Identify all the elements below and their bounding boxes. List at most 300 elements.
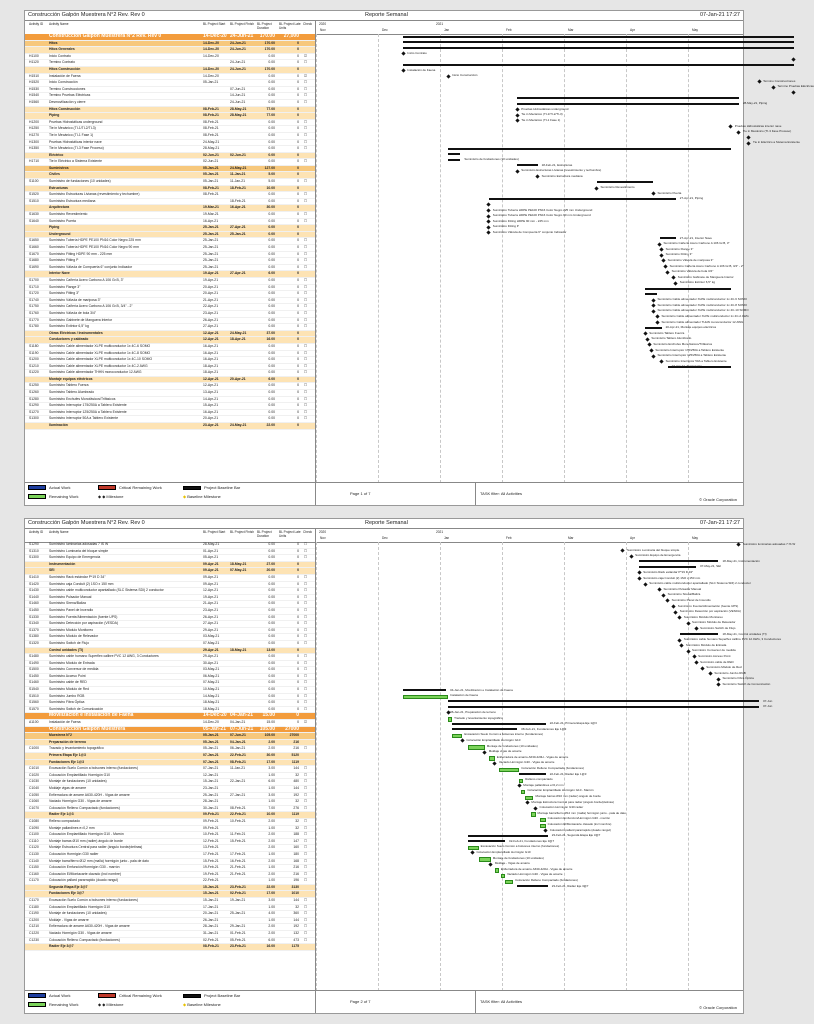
table-row[interactable] — [25, 80, 315, 87]
table-row[interactable] — [25, 397, 315, 404]
gantt-bar[interactable] — [448, 717, 452, 721]
milestone-marker[interactable] — [487, 231, 491, 235]
cell-chk[interactable]: ☐ — [304, 93, 308, 98]
milestone-marker[interactable] — [674, 610, 678, 614]
table-row[interactable] — [25, 87, 315, 94]
gantt-bar[interactable] — [517, 885, 547, 887]
table-row[interactable] — [25, 839, 315, 846]
table-row[interactable] — [25, 667, 315, 674]
wbs-row[interactable] — [25, 34, 315, 41]
milestone-marker[interactable] — [637, 571, 641, 575]
milestone-marker[interactable] — [487, 208, 491, 212]
cell-chk[interactable]: ☐ — [304, 779, 308, 784]
table-row[interactable] — [25, 324, 315, 331]
table-row[interactable] — [25, 680, 315, 687]
wbs-row[interactable] — [25, 225, 315, 232]
milestone-marker[interactable] — [792, 91, 796, 95]
gantt-bar[interactable] — [519, 773, 545, 775]
gantt-bar[interactable] — [639, 560, 718, 562]
wbs-row[interactable] — [25, 107, 315, 114]
cell-chk[interactable]: ☐ — [304, 634, 308, 639]
milestone-marker[interactable] — [659, 253, 663, 257]
milestone-marker[interactable] — [637, 576, 641, 580]
cell-chk[interactable]: ☐ — [304, 343, 308, 348]
wbs-row[interactable] — [25, 337, 315, 344]
wbs-row[interactable] — [25, 186, 315, 193]
wbs-row[interactable] — [25, 331, 315, 338]
table-row[interactable] — [25, 126, 315, 133]
cell-chk[interactable]: ☐ — [304, 198, 308, 203]
gantt-bar[interactable] — [645, 293, 657, 295]
cell-chk[interactable]: ☐ — [304, 126, 308, 131]
wbs-row[interactable] — [25, 172, 315, 179]
milestone-marker[interactable] — [659, 359, 663, 363]
table-row[interactable] — [25, 416, 315, 423]
table-row[interactable] — [25, 924, 315, 931]
gantt-bar[interactable] — [448, 153, 460, 155]
milestone-marker[interactable] — [544, 828, 548, 832]
cell-chk[interactable]: ☐ — [304, 607, 308, 612]
cell-chk[interactable]: ☐ — [304, 119, 308, 124]
col-late[interactable]: BL Project Late Units — [279, 530, 301, 538]
cell-chk[interactable]: ☐ — [304, 667, 308, 672]
col-duration[interactable]: BL Project Duration — [257, 22, 272, 30]
gantt-bar[interactable] — [452, 723, 546, 725]
milestone-marker[interactable] — [678, 615, 682, 619]
gantt-bar[interactable] — [468, 745, 484, 749]
table-row[interactable] — [25, 845, 315, 852]
cell-chk[interactable]: ☐ — [304, 917, 308, 922]
wbs-row[interactable] — [25, 713, 315, 720]
cell-chk[interactable]: ☐ — [304, 931, 308, 936]
milestone-marker[interactable] — [651, 191, 655, 195]
milestone-marker[interactable] — [657, 242, 661, 246]
cell-chk[interactable]: ☐ — [304, 845, 308, 850]
milestone-marker[interactable] — [661, 259, 665, 263]
table-row[interactable] — [25, 140, 315, 147]
gantt-bar[interactable] — [645, 288, 730, 290]
table-row[interactable] — [25, 793, 315, 800]
col-check[interactable]: Check — [303, 22, 313, 26]
cell-chk[interactable]: ☐ — [304, 832, 308, 837]
cell-chk[interactable]: ☐ — [304, 86, 308, 91]
gantt-bar[interactable] — [448, 148, 731, 150]
table-row[interactable] — [25, 806, 315, 813]
table-row[interactable] — [25, 918, 315, 925]
milestone-marker[interactable] — [535, 175, 539, 179]
wbs-row[interactable] — [25, 812, 315, 819]
milestone-marker[interactable] — [629, 554, 633, 558]
gantt-bar[interactable] — [468, 835, 547, 837]
table-row[interactable] — [25, 179, 315, 186]
wbs-row[interactable] — [25, 760, 315, 767]
milestone-marker[interactable] — [757, 79, 761, 83]
col-late[interactable]: BL Project Late Units — [279, 22, 301, 30]
cell-chk[interactable]: ☐ — [304, 139, 308, 144]
gantt-bar[interactable] — [521, 790, 525, 794]
cell-chk[interactable]: ☐ — [304, 403, 308, 408]
cell-chk[interactable]: ☐ — [304, 799, 308, 804]
table-row[interactable] — [25, 826, 315, 833]
cell-chk[interactable]: ☐ — [304, 324, 308, 329]
milestone-marker[interactable] — [694, 627, 698, 631]
table-row[interactable] — [25, 582, 315, 589]
milestone-marker[interactable] — [515, 169, 519, 173]
table-row[interactable] — [25, 93, 315, 100]
table-row[interactable] — [25, 192, 315, 199]
cell-chk[interactable]: ☑ — [304, 73, 308, 78]
cell-chk[interactable]: ☐ — [304, 542, 308, 546]
milestone-marker[interactable] — [446, 74, 450, 78]
milestone-marker[interactable] — [460, 739, 464, 743]
table-row[interactable] — [25, 60, 315, 67]
table-row[interactable] — [25, 278, 315, 285]
gantt-bar[interactable] — [403, 64, 793, 66]
milestone-marker[interactable] — [692, 655, 696, 659]
cell-chk[interactable]: ☐ — [304, 772, 308, 777]
cell-chk[interactable]: ☐ — [304, 805, 308, 810]
cell-chk[interactable]: ☐ — [304, 251, 308, 256]
table-row[interactable] — [25, 687, 315, 694]
cell-chk[interactable]: ☐ — [304, 660, 308, 665]
cell-chk[interactable]: ☐ — [304, 317, 308, 322]
cell-chk[interactable]: ☐ — [304, 898, 308, 903]
cell-chk[interactable]: ☐ — [304, 416, 308, 421]
table-row[interactable] — [25, 219, 315, 226]
table-row[interactable] — [25, 410, 315, 417]
milestone-marker[interactable] — [515, 119, 519, 123]
milestone-marker[interactable] — [678, 638, 682, 642]
milestone-marker[interactable] — [645, 337, 649, 341]
cell-chk[interactable]: ☐ — [304, 924, 308, 929]
table-row[interactable] — [25, 370, 315, 377]
gantt-bar[interactable] — [448, 706, 759, 708]
table-row[interactable] — [25, 265, 315, 272]
milestone-marker[interactable] — [716, 683, 720, 687]
cell-chk[interactable]: ☐ — [304, 264, 308, 269]
wbs-row[interactable] — [25, 41, 315, 48]
cell-chk[interactable]: ☐ — [304, 621, 308, 626]
table-row[interactable] — [25, 674, 315, 681]
table-row[interactable] — [25, 641, 315, 648]
cell-chk[interactable]: ☐ — [304, 680, 308, 685]
table-row[interactable] — [25, 120, 315, 127]
milestone-marker[interactable] — [651, 303, 655, 307]
table-row[interactable] — [25, 832, 315, 839]
gantt-bar[interactable] — [680, 633, 719, 635]
table-row[interactable] — [25, 212, 315, 219]
wbs-row[interactable] — [25, 568, 315, 575]
table-row[interactable] — [25, 786, 315, 793]
cell-chk[interactable]: ☐ — [304, 370, 308, 375]
cell-chk[interactable]: ☐ — [304, 284, 308, 289]
table-row[interactable] — [25, 779, 315, 786]
cell-chk[interactable]: ☐ — [304, 838, 308, 843]
wbs-row[interactable] — [25, 891, 315, 898]
table-row[interactable] — [25, 865, 315, 872]
cell-chk[interactable]: ☐ — [304, 212, 308, 217]
cell-chk[interactable]: ☐ — [304, 911, 308, 916]
gantt-bar[interactable] — [489, 198, 676, 200]
milestone-marker[interactable] — [661, 593, 665, 597]
gantt-bar[interactable] — [597, 181, 654, 183]
cell-chk[interactable]: ☐ — [304, 865, 308, 870]
cell-chk[interactable]: ☐ — [304, 687, 308, 692]
gantt-bar[interactable] — [403, 36, 793, 38]
table-row[interactable] — [25, 588, 315, 595]
wbs-row[interactable] — [25, 885, 315, 892]
table-row[interactable] — [25, 852, 315, 859]
milestone-marker[interactable] — [594, 186, 598, 190]
milestone-marker[interactable] — [487, 219, 491, 223]
table-row[interactable] — [25, 595, 315, 602]
cell-chk[interactable]: ☐ — [304, 80, 308, 85]
cell-chk[interactable]: ☐ — [304, 291, 308, 296]
milestone-marker[interactable] — [666, 270, 670, 274]
wbs-row[interactable] — [25, 47, 315, 54]
table-row[interactable] — [25, 344, 315, 351]
cell-chk[interactable]: ☐ — [304, 746, 308, 751]
cell-chk[interactable]: ☐ — [304, 825, 308, 830]
table-row[interactable] — [25, 357, 315, 364]
table-row[interactable] — [25, 878, 315, 885]
table-row[interactable] — [25, 100, 315, 107]
milestone-marker[interactable] — [672, 275, 676, 279]
gantt-bar[interactable] — [403, 41, 793, 43]
cell-chk[interactable]: ☐ — [304, 614, 308, 619]
cell-chk[interactable]: ☐ — [304, 310, 308, 315]
wbs-row[interactable] — [25, 377, 315, 384]
cell-chk[interactable]: ☐ — [304, 258, 308, 263]
cell-chk[interactable]: ☐ — [304, 192, 308, 197]
gantt-bar[interactable] — [645, 327, 661, 329]
milestone-marker[interactable] — [649, 348, 653, 352]
table-row[interactable] — [25, 159, 315, 166]
cell-chk[interactable]: ☐ — [304, 383, 308, 388]
wbs-row[interactable] — [25, 232, 315, 239]
table-row[interactable] — [25, 383, 315, 390]
milestone-marker[interactable] — [647, 343, 651, 347]
wbs-row[interactable] — [25, 727, 315, 734]
table-row[interactable] — [25, 931, 315, 938]
gantt-bar[interactable] — [540, 818, 546, 822]
col-finish[interactable]: BL Project Finish — [230, 22, 254, 26]
table-row[interactable] — [25, 628, 315, 635]
col-duration[interactable]: BL Project Duration — [257, 530, 272, 538]
cell-chk[interactable]: ☑ — [304, 53, 308, 58]
table-row[interactable] — [25, 938, 315, 945]
cell-chk[interactable]: ☐ — [304, 851, 308, 856]
cell-chk[interactable]: ☐ — [304, 858, 308, 863]
col-name[interactable]: Activity Name — [49, 530, 69, 534]
milestone-marker[interactable] — [483, 750, 487, 754]
milestone-marker[interactable] — [664, 264, 668, 268]
cell-chk[interactable]: ☐ — [304, 878, 308, 883]
table-row[interactable] — [25, 654, 315, 661]
cell-chk[interactable]: ☐ — [304, 654, 308, 659]
table-row[interactable] — [25, 766, 315, 773]
wbs-row[interactable] — [25, 271, 315, 278]
cell-chk[interactable]: ☐ — [304, 390, 308, 395]
cell-chk[interactable]: ☐ — [304, 904, 308, 909]
cell-chk[interactable]: ☐ — [304, 357, 308, 362]
col-start[interactable]: BL Project Start — [203, 22, 226, 26]
table-row[interactable] — [25, 661, 315, 668]
table-row[interactable] — [25, 74, 315, 81]
cell-chk[interactable]: ☐ — [304, 785, 308, 790]
table-row[interactable] — [25, 351, 315, 358]
table-row[interactable] — [25, 199, 315, 206]
gantt-bar[interactable] — [448, 159, 460, 161]
table-row[interactable] — [25, 252, 315, 259]
gantt-bar[interactable] — [517, 103, 739, 105]
table-row[interactable] — [25, 245, 315, 252]
table-row[interactable] — [25, 318, 315, 325]
col-id[interactable]: Activity ID — [29, 530, 44, 534]
milestone-marker[interactable] — [674, 281, 678, 285]
table-row[interactable] — [25, 291, 315, 298]
cell-chk[interactable]: ☐ — [304, 937, 308, 942]
wbs-row[interactable] — [25, 423, 315, 430]
table-row[interactable] — [25, 905, 315, 912]
cell-chk[interactable]: ☐ — [304, 555, 308, 560]
table-row[interactable] — [25, 746, 315, 753]
cell-chk[interactable]: ☐ — [304, 304, 308, 309]
table-row[interactable] — [25, 304, 315, 311]
milestone-marker[interactable] — [401, 68, 405, 72]
gantt-bar[interactable] — [403, 695, 448, 699]
milestone-marker[interactable] — [716, 677, 720, 681]
table-row[interactable] — [25, 146, 315, 153]
table-row[interactable] — [25, 311, 315, 318]
gantt-bar[interactable] — [505, 880, 513, 884]
cell-chk[interactable]: ☐ — [304, 146, 308, 151]
wbs-row[interactable] — [25, 562, 315, 569]
wbs-row[interactable] — [25, 113, 315, 120]
milestone-marker[interactable] — [651, 298, 655, 302]
cell-chk[interactable]: ☐ — [304, 594, 308, 599]
table-row[interactable] — [25, 615, 315, 622]
table-row[interactable] — [25, 601, 315, 608]
milestone-marker[interactable] — [401, 51, 405, 55]
milestone-marker[interactable] — [747, 135, 751, 139]
cell-chk[interactable]: ☐ — [304, 218, 308, 223]
table-row[interactable] — [25, 555, 315, 562]
cell-chk[interactable]: ☐ — [304, 297, 308, 302]
table-row[interactable] — [25, 549, 315, 556]
gantt-bar[interactable] — [452, 728, 517, 730]
milestone-marker[interactable] — [771, 85, 775, 89]
milestone-marker[interactable] — [737, 130, 741, 134]
milestone-marker[interactable] — [657, 587, 661, 591]
cell-chk[interactable]: ☐ — [304, 706, 308, 711]
milestone-marker[interactable] — [643, 582, 647, 586]
cell-chk[interactable]: ☑ — [304, 720, 308, 725]
milestone-marker[interactable] — [694, 660, 698, 664]
cell-chk[interactable]: ☐ — [304, 871, 308, 876]
table-row[interactable] — [25, 390, 315, 397]
cell-chk[interactable]: ☐ — [304, 640, 308, 645]
cell-chk[interactable]: ☐ — [304, 99, 308, 104]
cell-chk[interactable]: ☐ — [304, 627, 308, 632]
milestone-marker[interactable] — [525, 800, 529, 804]
table-row[interactable] — [25, 298, 315, 305]
wbs-row[interactable] — [25, 733, 315, 740]
milestone-marker[interactable] — [700, 666, 704, 670]
cell-chk[interactable]: ☐ — [304, 60, 308, 65]
cell-chk[interactable]: ☐ — [304, 350, 308, 355]
gantt-bar[interactable] — [517, 164, 537, 166]
milestone-marker[interactable] — [686, 649, 690, 653]
wbs-row[interactable] — [25, 648, 315, 655]
cell-chk[interactable]: ☐ — [304, 766, 308, 771]
table-row[interactable] — [25, 621, 315, 628]
cell-chk[interactable]: ☐ — [304, 588, 308, 593]
gantt-bar[interactable] — [660, 237, 676, 239]
wbs-row[interactable] — [25, 153, 315, 160]
milestone-marker[interactable] — [792, 57, 796, 61]
table-row[interactable] — [25, 364, 315, 371]
cell-chk[interactable]: ☐ — [304, 132, 308, 137]
table-row[interactable] — [25, 133, 315, 140]
cell-chk[interactable]: ☐ — [304, 700, 308, 705]
wbs-row[interactable] — [25, 166, 315, 173]
table-row[interactable] — [25, 773, 315, 780]
gantt-bar[interactable] — [448, 700, 759, 702]
wbs-row[interactable] — [25, 740, 315, 747]
wbs-row[interactable] — [25, 67, 315, 74]
cell-chk[interactable]: ☐ — [304, 818, 308, 823]
table-row[interactable] — [25, 700, 315, 707]
cell-chk[interactable]: ☐ — [304, 548, 308, 553]
milestone-marker[interactable] — [680, 643, 684, 647]
milestone-marker[interactable] — [666, 599, 670, 603]
wbs-row[interactable] — [25, 944, 315, 951]
cell-chk[interactable]: ☐ — [304, 693, 308, 698]
milestone-marker[interactable] — [708, 671, 712, 675]
cell-chk[interactable]: ☐ — [304, 581, 308, 586]
col-start[interactable]: BL Project Start — [203, 530, 226, 534]
milestone-marker[interactable] — [621, 548, 625, 552]
milestone-marker[interactable] — [533, 806, 537, 810]
gantt-bar[interactable] — [639, 566, 696, 568]
table-row[interactable] — [25, 819, 315, 826]
gantt-bar[interactable] — [403, 47, 793, 49]
table-row[interactable] — [25, 575, 315, 582]
table-row[interactable] — [25, 799, 315, 806]
cell-chk[interactable]: ☐ — [304, 601, 308, 606]
cell-chk[interactable]: ☐ — [304, 159, 308, 164]
milestone-marker[interactable] — [489, 862, 493, 866]
gantt-bar[interactable] — [501, 874, 505, 878]
milestone-marker[interactable] — [487, 225, 491, 229]
milestone-marker[interactable] — [515, 113, 519, 117]
table-row[interactable] — [25, 634, 315, 641]
milestone-marker[interactable] — [517, 783, 521, 787]
milestone-marker[interactable] — [487, 214, 491, 218]
milestone-marker[interactable] — [655, 315, 659, 319]
cell-chk[interactable]: ☐ — [304, 245, 308, 249]
table-row[interactable] — [25, 54, 315, 61]
table-row[interactable] — [25, 403, 315, 410]
cell-chk[interactable]: ☐ — [304, 277, 308, 282]
table-row[interactable] — [25, 872, 315, 879]
wbs-row[interactable] — [25, 205, 315, 212]
milestone-marker[interactable] — [729, 124, 733, 128]
milestone-marker[interactable] — [487, 203, 491, 207]
gantt-bar[interactable] — [495, 868, 499, 872]
cell-chk[interactable]: ☐ — [304, 396, 308, 401]
